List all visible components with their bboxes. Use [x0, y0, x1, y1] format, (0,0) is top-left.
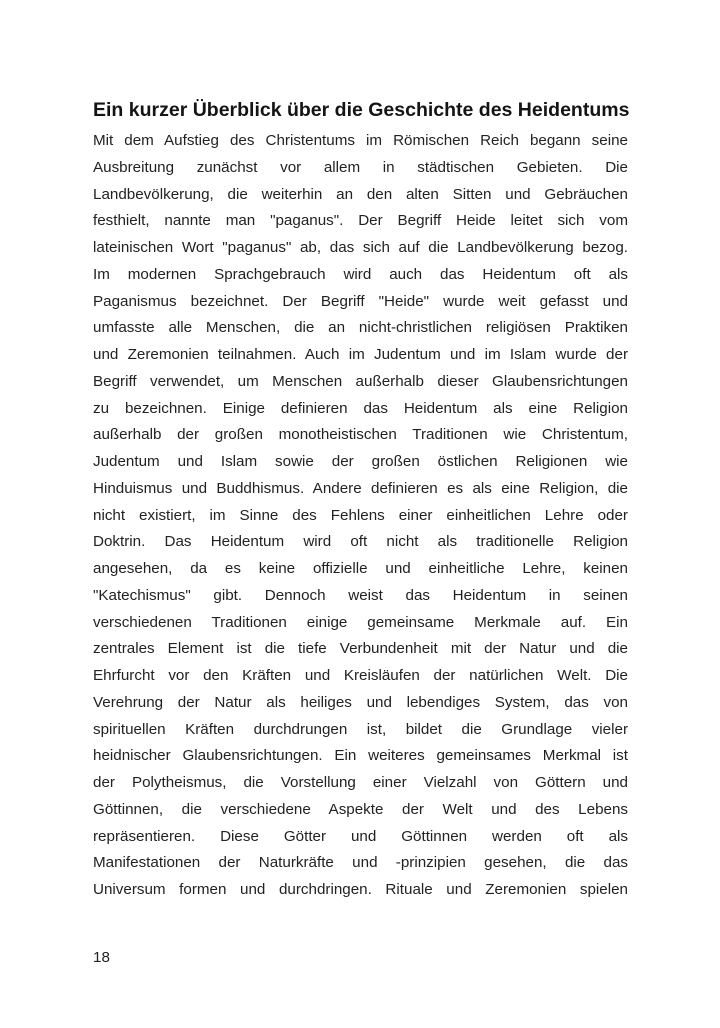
text-line: der Polytheismus, die Vorstellung einer Vielzahl von Göttern und — [93, 774, 628, 791]
text-line: "Katechismus" gibt. Dennoch weist das Heidentum in seinen — [93, 586, 628, 604]
text-line: Universum formen und durchdringen. Rituale und Zeremonien spielen — [93, 881, 628, 898]
text-line: heidnischer Glaubensrichtungen. Ein weiteres gemeinsames Merkmal ist — [93, 747, 628, 765]
text-line: lateinischen Wort "paganus" ab, das sich auf die Landbevölkerung bezog. — [93, 239, 628, 256]
text-line: Hinduismus und Buddhismus. Andere definieren es als eine Religion, die — [93, 479, 628, 497]
chapter-title: Ein kurzer Überblick über die Geschichte des Heidentums — [93, 99, 630, 121]
text-line: Ehrfurcht vor den Kräften und Kreisläufen der natürlichen Welt. Die — [93, 667, 628, 684]
text-line: Landbevölkerung, die weiterhin an den alten Sitten und Gebräuchen — [93, 185, 628, 203]
text-line: Mit dem Aufstieg des Christentums im Römischen Reich begann seine — [93, 132, 628, 149]
text-line: Manifestationen der Naturkräfte und -prinzipien gesehen, die das — [93, 854, 628, 872]
text-line: Verehrung der Natur als heiliges und lebendiges System, das von — [93, 693, 628, 711]
text-line: zentrales Element ist die tiefe Verbundenheit mit der Natur und die — [93, 640, 628, 658]
text-line: angesehen, da es keine offizielle und einheitliche Lehre, keinen — [93, 560, 628, 577]
text-line: repräsentieren. Diese Götter und Göttinnen werden oft als — [93, 827, 628, 845]
text-line: Begriff verwendet, um Menschen außerhalb dieser Glaubensrichtungen — [93, 372, 628, 390]
text-line: und Zeremonien teilnahmen. Auch im Judentum und im Islam wurde der — [93, 346, 628, 363]
text-line: Göttinnen, die verschiedene Aspekte der Welt und des Lebens — [93, 800, 628, 818]
text-line: spirituellen Kräften durchdrungen ist, bildet die Grundlage vieler — [93, 720, 628, 738]
text-line: Doktrin. Das Heidentum wird oft nicht als traditionelle Religion — [93, 533, 628, 551]
text-line: zu bezeichnen. Einige definieren das Heidentum als eine Religion — [93, 399, 628, 417]
text-line: Ausbreitung zunächst vor allem in städtischen Gebieten. Die — [93, 158, 628, 176]
text-line: nicht existiert, im Sinne des Fehlens einer einheitlichen Lehre oder — [93, 506, 628, 524]
text-line: verschiedenen Traditionen einige gemeinsame Merkmale auf. Ein — [93, 613, 628, 631]
text-line: festhielt, nannte man "paganus". Der Begriff Heide leitet sich vom — [93, 212, 628, 230]
body-paragraph — [93, 128, 628, 904]
text-line: Im modernen Sprachgebrauch wird auch das Heidentum oft als — [93, 265, 628, 283]
text-line: Paganismus bezeichnet. Der Begriff "Heide" wurde weit gefasst und — [93, 292, 628, 310]
text-line: umfasste alle Menschen, die an nicht-christlichen religiösen Praktiken — [93, 319, 628, 337]
text-line: Judentum und Islam sowie der großen östlichen Religionen wie — [93, 453, 628, 470]
page-number: 18 — [93, 949, 110, 966]
text-line: außerhalb der großen monotheistischen Traditionen wie Christentum, — [93, 426, 628, 444]
